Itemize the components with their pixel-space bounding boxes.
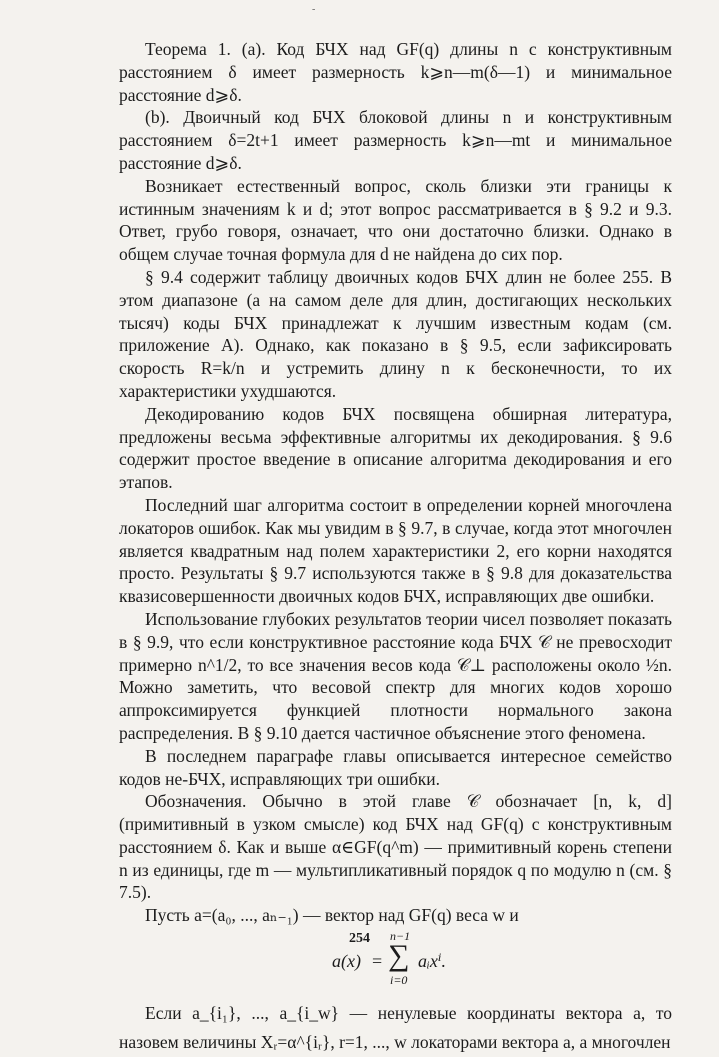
theorem-part-a: Теорема 1. (a). Код БЧХ над GF(q) длины n с конструктивным расстоянием δ имеет размерность k⩾n—m(δ—1) и минимальное расстояние d⩾δ. bbox=[119, 39, 672, 105]
formula-lhs: a(x) bbox=[332, 951, 361, 972]
page-number: 254 bbox=[349, 931, 370, 946]
theorem-part-b: (b). Двоичный код БЧХ блоковой длины n и конструктивным расстоянием δ=2t+1 имеет размерность k⩾n—mt и минимальное расстояние d⩾δ. bbox=[119, 107, 672, 173]
paragraph-question: Возникает естественный вопрос, сколь близки эти границы к истинным значениям k и d; этот вопрос рассматривается в § 9.2 и 9.3. Ответ, грубо говоря, означает, что они достаточно близки. Однако в общем случае точная формула для d не найдена до сих пор. bbox=[119, 175, 672, 265]
sum-symbol: ∑ bbox=[388, 939, 410, 973]
paragraph-last-step: Последний шаг алгоритма состоит в определении корней многочлена локаторов ошибок. Как мы увидим в § 9.7, в случае, когда этот многочлен является квадратным над полем характеристики 2, его корни находятся просто. Результаты § 9.7 используются также в § 9.8 для доказательства квазисовершенности двоичных кодов БЧХ, исправляющих две ошибки. bbox=[119, 494, 672, 607]
sum-lower: i=0 bbox=[390, 973, 408, 988]
formula-term: aᵢxⁱ. bbox=[418, 951, 446, 972]
paragraph-vector: Пусть a=(a₀, ..., aₙ₋₁) — вектор над GF(q) веса w и bbox=[145, 905, 519, 926]
paragraph-decoding: Декодированию кодов БЧХ посвящена обширная литература, предложены весьма эффективные алгоритмы их декодирования. § 9.6 содержит простое введение в описание алгоритма декодирования и его этапов. bbox=[119, 403, 672, 493]
sum-upper: n−1 bbox=[390, 929, 411, 944]
paragraph-number-theory: Использование глубоких результатов теории чисел позволяет показать в § 9.9, что если конструктивное расстояние кода БЧХ 𝒞 не превосходит примерно n^1/2, то все значения весов кода 𝒞⊥ расположены около ½n. Можно заметить, что весовой спектр для многих кодов хорошо аппроксимируется функцией плотности нормального закона распределения. В § 9.10 дается частичное объяснение этого феномена. bbox=[119, 608, 672, 743]
paragraph-locators: Если a_{i₁}, ..., a_{i_w} — ненулевые координаты вектора a, то назовем величины Xᵣ=α^{iᵣ}, r=1, ..., w локаторами вектора a, а многочлен bbox=[119, 1003, 672, 1053]
formula-eq: = bbox=[372, 951, 383, 972]
paragraph-table: § 9.4 содержит таблицу двоичных кодов БЧХ длин не более 255. В этом диапазоне (а на самом деле для длин, достигающих нескольких тысяч) коды БЧХ принадлежат к лучшим известным кодам (см. приложение А). Однако, как показано в § 9.5, если зафиксировать скорость R=k/n и устремить длину n к бесконечности, то их характеристики ухудшаются. bbox=[119, 266, 672, 401]
paragraph-notation: Обозначения. Обычно в этой главе 𝒞 обозначает [n, k, d] (примитивный в узком смысле) код БЧХ над GF(q) с конструктивным расстоянием δ. Как и выше α∈GF(q^m) — примитивный корень степени n из единицы, где m — мультипликативный порядок q по модулю n (см. § 7.5). bbox=[119, 791, 672, 903]
paragraph-last-section: В последнем параграфе главы описывается интересное семейство кодов не-БЧХ, исправляющих три ошибки. bbox=[119, 745, 672, 789]
top-mark: - bbox=[312, 4, 316, 15]
page-body bbox=[119, 38, 672, 1057]
